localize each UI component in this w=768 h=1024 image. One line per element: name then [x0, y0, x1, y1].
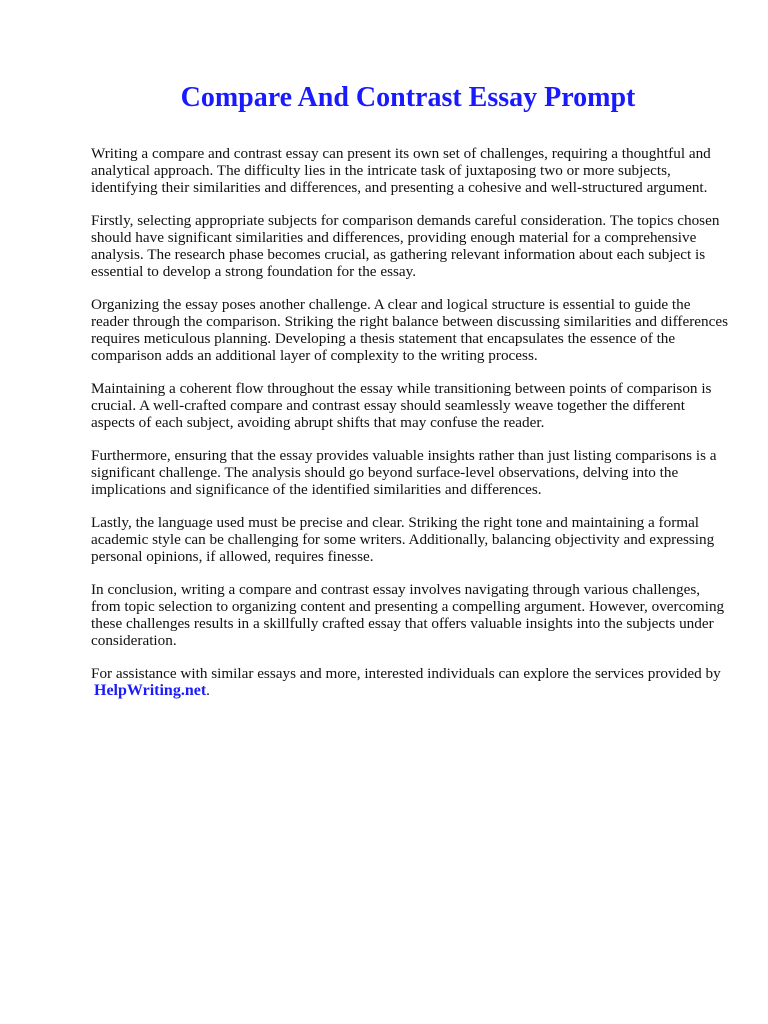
paragraph-language: Lastly, the language used must be precise and clear. Striking the right tone and maintaining a formal academic style can be challenging for some writers. Additionally, balancing objectivity and expressing personal opinions, if allowed, requires finesse. [91, 514, 715, 565]
paragraph-closing [91, 665, 731, 699]
paragraph-subject-selection: Firstly, selecting appropriate subjects for comparison demands careful consideration. The topics chosen should have significant similarities and differences, providing enough material for a comprehensive analysis. The research phase becomes crucial, as gathering relevant information about each subject is essential to develop a strong foundation for the essay. [91, 212, 720, 280]
closing-period: . [206, 682, 210, 699]
paragraph-insights: Furthermore, ensuring that the essay provides valuable insights rather than just listing comparisons is a significant challenge. The analysis should go beyond surface-level observations, delving into the implications and significance of the identified similarities and differences. [91, 447, 717, 498]
paragraph-intro: Writing a compare and contrast essay can present its own set of challenges, requiring a thoughtful and analytical approach. The difficulty lies in the intricate task of juxtaposing two or more subjects, identifying their similarities and differences, and presenting a cohesive and well-structured argument. [91, 145, 711, 196]
paragraph-conclusion: In conclusion, writing a compare and contrast essay involves navigating through various challenges, from topic selection to organizing content and presenting a compelling argument. However, overcoming these challenges results in a skillfully crafted essay that offers valuable insights into the subjects under consideration. [91, 581, 725, 649]
closing-text: For assistance with similar essays and more, interested individuals can explore the services provided by [91, 665, 721, 682]
helpwriting-link[interactable]: HelpWriting.net [94, 682, 207, 699]
paragraph-organization: Organizing the essay poses another challenge. A clear and logical structure is essential to guide the reader through the comparison. Striking the right balance between discussing similarities and differences requires meticulous planning. Developing a thesis statement that encapsulates the essence of the comparison adds an additional layer of complexity to the writing process. [91, 296, 728, 364]
paragraph-flow: Maintaining a coherent flow throughout the essay while transitioning between points of comparison is crucial. A well-crafted compare and contrast essay should seamlessly weave together the different aspects of each subject, avoiding abrupt shifts that may confuse the reader. [91, 380, 712, 431]
document-title: Compare And Contrast Essay Prompt [180, 82, 636, 113]
document-body [91, 145, 731, 715]
